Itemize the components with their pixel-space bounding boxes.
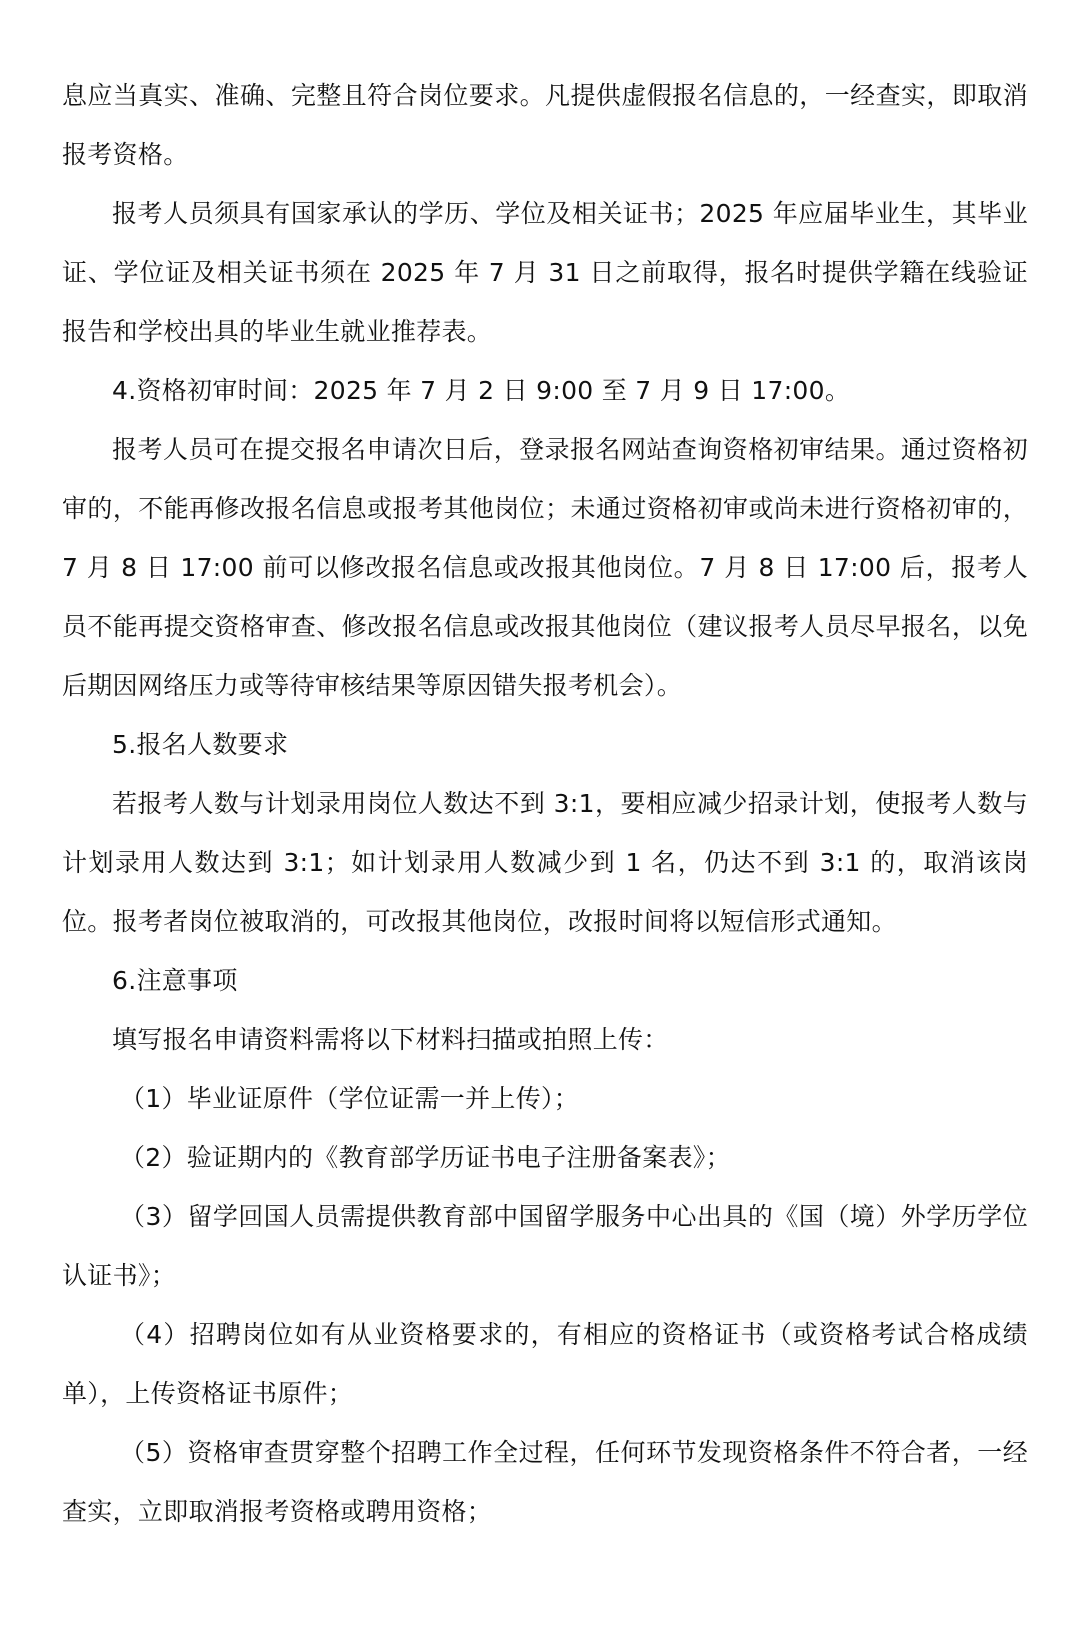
paragraph-qualification-requirements: 报考人员须具有国家承认的学历、学位及相关证书；2025 年应届毕业生，其毕业证、学位证及相关证书须在 2025 年 7 月 31 日之前取得，报名时提供学籍在线验证报告和学校出具的毕业生就业推荐表。 <box>62 199 1028 346</box>
section-heading-applicant-count: 5.报名人数要求 <box>112 730 289 759</box>
list-item-1: （1）毕业证原件（学位证需一并上传）； <box>120 1084 580 1113</box>
paragraph-review-results: 报考人员可在提交报名申请次日后，登录报名网站查询资格初审结果。通过资格初审的，不能再修改报名信息或报考其他岗位；未通过资格初审或尚未进行资格初审的，7 月 8 日 17:00 前可以修改报名信息或改报其他岗位。7 月 8 日 17:00 后，报考人员不能再提交资格审查、修改报名信息或改报其他岗位（建议报考人员尽早报名，以免后期因网络压力或等待审核结果等原因错失报考机会）。 <box>62 435 1028 700</box>
list-item-4: （4）招聘岗位如有从业资格要求的，有相应的资格证书（或资格考试合格成绩单），上传资格证书原件； <box>62 1320 1028 1408</box>
paragraph-upload-instructions: 填写报名申请资料需将以下材料扫描或拍照上传： <box>112 1025 669 1054</box>
paragraph-continuation: 息应当真实、准确、完整且符合岗位要求。凡提供虚假报名信息的，一经查实，即取消报考资格。 <box>62 81 1028 169</box>
document-page <box>62 66 1028 1541</box>
section-heading-review-time: 4.资格初审时间：2025 年 7 月 2 日 9:00 至 7 月 9 日 17:00。 <box>112 376 851 405</box>
list-item-2: （2）验证期内的《教育部学历证书电子注册备案表》； <box>120 1143 731 1172</box>
list-item-5: （5）资格审查贯穿整个招聘工作全过程，任何环节发现资格条件不符合者，一经查实，立即取消报考资格或聘用资格； <box>62 1438 1028 1526</box>
paragraph-ratio-rule: 若报考人数与计划录用岗位人数达不到 3:1，要相应减少招录计划，使报考人数与计划录用人数达到 3:1；如计划录用人数减少到 1 名，仍达不到 3:1 的，取消该岗位。报考者岗位被取消的，可改报其他岗位，改报时间将以短信形式通知。 <box>62 789 1028 936</box>
section-heading-notes: 6.注意事项 <box>112 966 238 995</box>
list-item-3: （3）留学回国人员需提供教育部中国留学服务中心出具的《国（境）外学历学位认证书》； <box>62 1202 1028 1290</box>
